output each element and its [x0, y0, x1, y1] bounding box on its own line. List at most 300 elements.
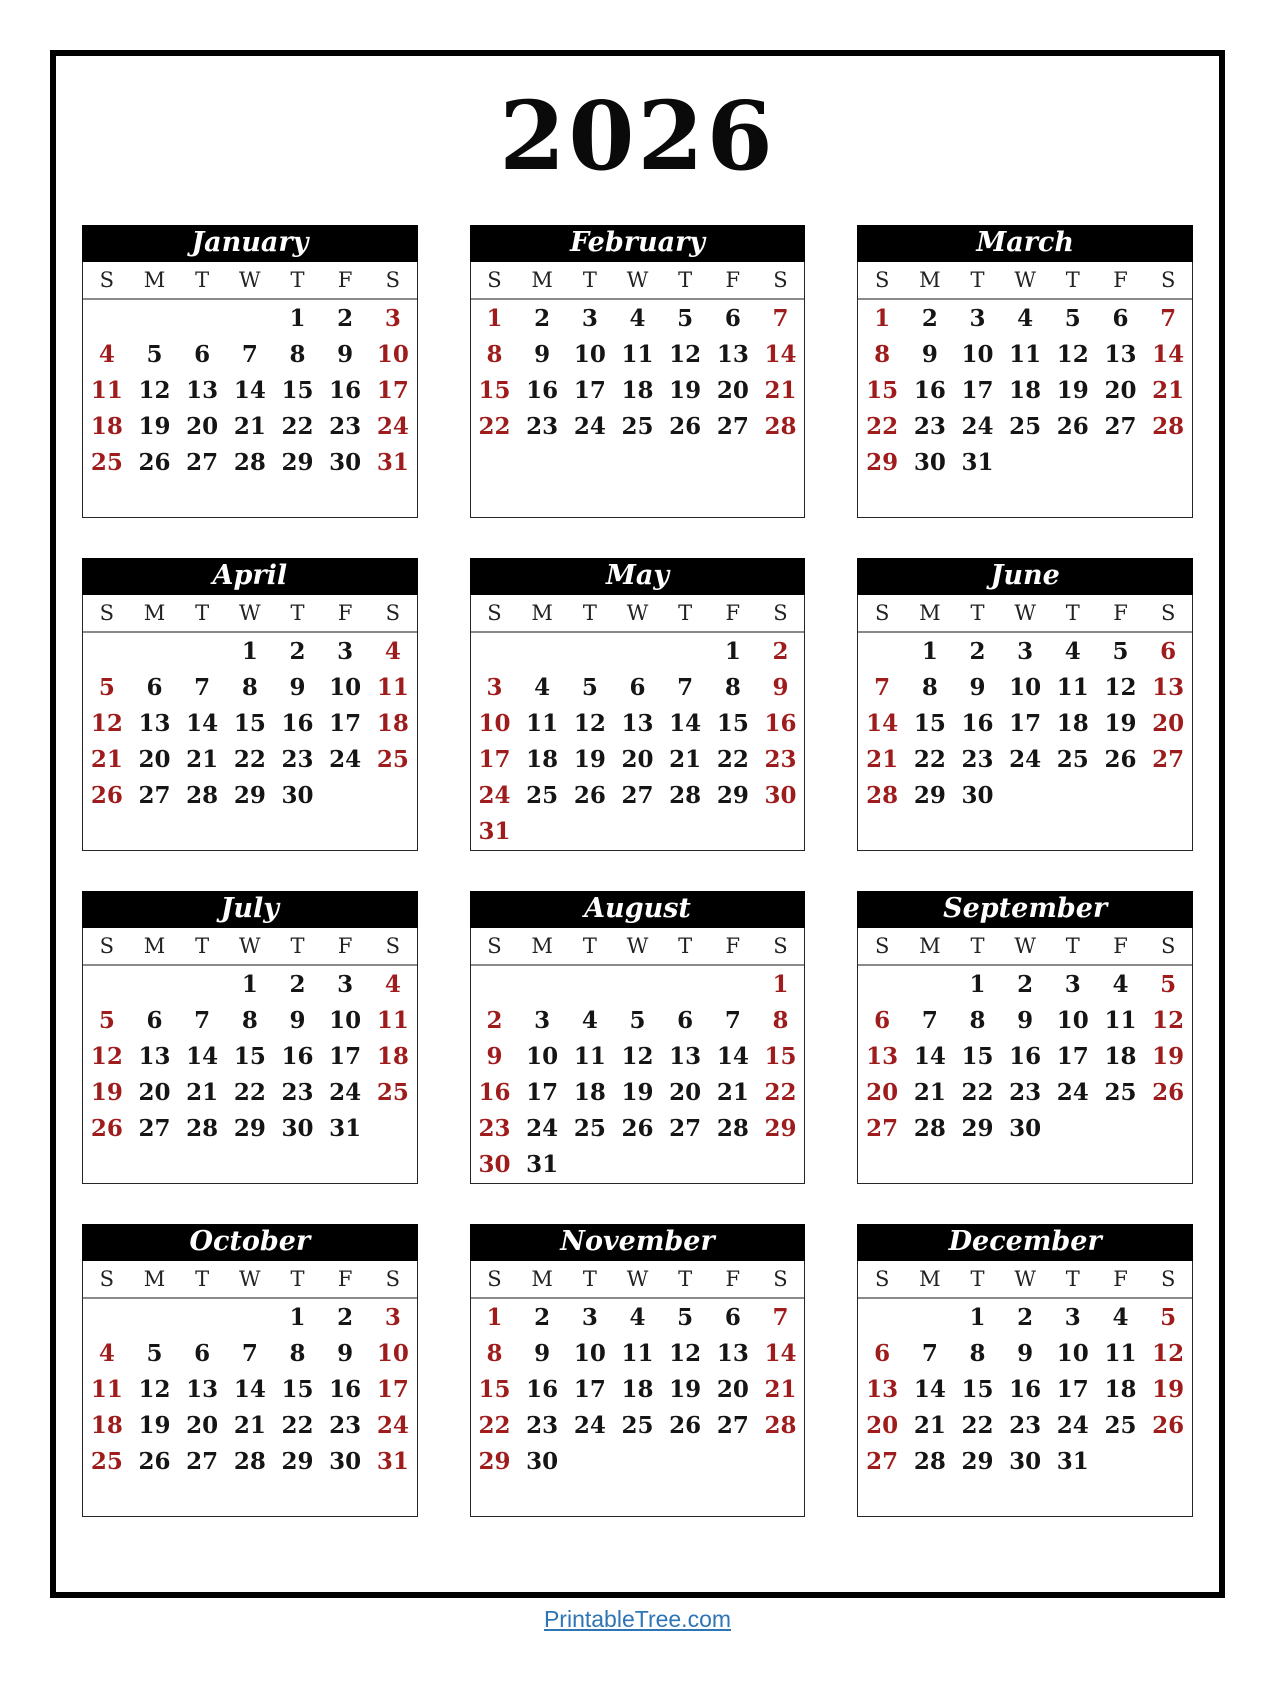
date-cell: 25 [1009, 413, 1042, 441]
month-body [470, 595, 806, 851]
date-cell: 7 [772, 305, 789, 333]
week-row [858, 301, 1192, 337]
month-header [470, 1224, 806, 1261]
date-cell: 21 [669, 746, 702, 774]
week-row [83, 1300, 417, 1336]
date-cell: 28 [764, 413, 797, 441]
weeks [471, 966, 805, 1183]
date-cell: 7 [874, 674, 891, 702]
date-cell: 19 [1152, 1376, 1185, 1404]
day-of-week-label: M [531, 600, 553, 625]
date-cell: 14 [186, 1043, 219, 1071]
date-cell: 17 [329, 1043, 362, 1071]
date-cell: 1 [486, 305, 503, 333]
month-body [82, 595, 418, 851]
date-cell: 7 [677, 674, 694, 702]
day-of-week-label: M [531, 933, 553, 958]
date-cell: 28 [233, 449, 266, 477]
month-name: June [990, 559, 1060, 591]
date-cell: 13 [866, 1043, 899, 1071]
date-cell: 21 [764, 377, 797, 405]
day-of-week-row [858, 595, 1192, 633]
day-of-week-label: M [143, 600, 166, 625]
date-cell: 1 [921, 638, 938, 666]
date-cell: 18 [621, 377, 654, 405]
day-of-week-label: M [919, 1266, 941, 1291]
date-cell: 6 [194, 1340, 211, 1368]
weeks [471, 1299, 805, 1516]
date-cell: 27 [866, 1448, 899, 1476]
date-cell: 14 [233, 377, 266, 405]
day-of-week-label: T [290, 267, 305, 292]
date-cell: 24 [526, 1115, 559, 1143]
date-cell: 27 [621, 782, 654, 810]
day-of-week-label: W [626, 267, 649, 292]
date-cell: 25 [573, 1115, 606, 1143]
day-of-week-label: S [1160, 1266, 1176, 1291]
weeks [858, 300, 1192, 517]
day-of-week-label: T [582, 933, 597, 958]
month-block [470, 558, 806, 851]
date-cell: 9 [486, 1043, 503, 1071]
week-row [858, 670, 1192, 706]
day-of-week-label: T [970, 933, 985, 958]
date-cell: 29 [281, 449, 314, 477]
date-cell: 14 [866, 710, 899, 738]
week-row [471, 1039, 805, 1075]
day-of-week-row [83, 1261, 417, 1299]
date-cell: 26 [1152, 1412, 1185, 1440]
week-row [471, 670, 805, 706]
day-of-week-label: S [487, 600, 502, 625]
date-cell: 15 [961, 1376, 994, 1404]
week-row [858, 1111, 1192, 1147]
date-cell: 5 [98, 674, 115, 702]
date-cell: 27 [866, 1115, 899, 1143]
date-cell: 26 [573, 782, 606, 810]
date-cell: 16 [478, 1079, 511, 1107]
date-cell: 8 [486, 341, 503, 369]
date-cell: 6 [194, 341, 211, 369]
date-cell: 18 [1104, 1376, 1137, 1404]
date-cell: 14 [913, 1043, 946, 1071]
month-block [82, 1224, 418, 1517]
day-of-week-label: F [725, 600, 741, 625]
date-cell: 18 [621, 1376, 654, 1404]
day-of-week-label: F [725, 1266, 741, 1291]
date-cell: 17 [526, 1079, 559, 1107]
day-of-week-label: S [773, 600, 788, 625]
date-cell: 31 [961, 449, 994, 477]
date-cell: 18 [90, 413, 123, 441]
week-row [471, 337, 805, 373]
day-of-week-label: S [874, 600, 890, 625]
month-header [82, 225, 418, 262]
date-cell: 8 [289, 341, 306, 369]
date-cell: 9 [534, 1340, 551, 1368]
date-cell: 13 [138, 710, 171, 738]
day-of-week-label: S [487, 933, 502, 958]
date-cell: 23 [478, 1115, 511, 1143]
day-of-week-label: S [487, 267, 502, 292]
date-cell: 31 [376, 1448, 409, 1476]
date-cell: 2 [969, 638, 986, 666]
date-cell: 21 [233, 413, 266, 441]
calendar-sheet [50, 50, 1225, 1598]
date-cell: 2 [534, 305, 551, 333]
date-cell: 1 [772, 971, 789, 999]
date-cell: 15 [233, 710, 266, 738]
date-cell: 9 [337, 341, 354, 369]
date-cell: 4 [1112, 971, 1129, 999]
date-cell: 7 [772, 1304, 789, 1332]
day-of-week-row [83, 595, 417, 633]
date-cell: 31 [478, 818, 511, 846]
date-cell: 28 [716, 1115, 749, 1143]
day-of-week-row [858, 1261, 1192, 1299]
month-name: May [605, 559, 670, 591]
date-cell: 25 [376, 746, 409, 774]
date-cell: 7 [921, 1340, 938, 1368]
week-row [83, 1372, 417, 1408]
date-cell: 2 [337, 1304, 354, 1332]
date-cell: 21 [233, 1412, 266, 1440]
date-cell: 1 [724, 638, 741, 666]
date-cell: 15 [478, 377, 511, 405]
date-cell: 29 [866, 449, 899, 477]
date-cell: 23 [1009, 1079, 1042, 1107]
week-row [858, 1003, 1192, 1039]
date-cell: 14 [716, 1043, 749, 1071]
day-of-week-label: T [678, 1266, 693, 1291]
date-cell: 28 [764, 1412, 797, 1440]
date-cell: 7 [921, 1007, 938, 1035]
date-cell: 14 [186, 710, 219, 738]
date-cell: 18 [376, 1043, 409, 1071]
weeks [83, 1299, 417, 1516]
date-cell: 12 [1104, 674, 1137, 702]
date-cell: 25 [621, 413, 654, 441]
date-cell: 29 [478, 1448, 511, 1476]
date-cell: 26 [90, 1115, 123, 1143]
month-header [82, 1224, 418, 1261]
week-row [858, 1444, 1192, 1480]
date-cell: 20 [186, 413, 219, 441]
date-cell: 25 [1056, 746, 1089, 774]
month-body [857, 262, 1193, 518]
date-cell: 8 [241, 1007, 258, 1035]
date-cell: 20 [1104, 377, 1137, 405]
week-row [83, 409, 417, 445]
date-cell: 20 [716, 377, 749, 405]
date-cell: 24 [1009, 746, 1042, 774]
date-cell: 29 [716, 782, 749, 810]
date-cell: 17 [478, 746, 511, 774]
date-cell: 12 [669, 341, 702, 369]
date-cell: 20 [866, 1079, 899, 1107]
date-cell: 3 [1064, 1304, 1081, 1332]
week-row [858, 778, 1192, 814]
day-of-week-label: M [919, 267, 941, 292]
date-cell: 22 [961, 1079, 994, 1107]
week-row [471, 1111, 805, 1147]
date-cell: 9 [969, 674, 986, 702]
month-body [82, 928, 418, 1184]
week-row [858, 706, 1192, 742]
day-of-week-label: T [290, 933, 305, 958]
date-cell: 5 [146, 1340, 163, 1368]
day-of-week-label: T [290, 1266, 305, 1291]
date-cell: 31 [526, 1151, 559, 1179]
month-name: September [943, 892, 1108, 924]
date-cell: 13 [1104, 341, 1137, 369]
date-cell: 19 [1104, 710, 1137, 738]
date-cell: 6 [724, 305, 741, 333]
weeks [83, 633, 417, 850]
date-cell: 29 [281, 1448, 314, 1476]
day-of-week-row [83, 262, 417, 300]
date-cell: 5 [629, 1007, 646, 1035]
date-cell: 19 [138, 413, 171, 441]
day-of-week-label: M [143, 267, 166, 292]
date-cell: 4 [629, 305, 646, 333]
date-cell: 3 [969, 305, 986, 333]
week-row [858, 337, 1192, 373]
day-of-week-label: T [1065, 267, 1080, 292]
day-of-week-label: S [385, 1266, 401, 1291]
day-of-week-row [858, 928, 1192, 966]
date-cell: 4 [1112, 1304, 1129, 1332]
date-cell: 26 [621, 1115, 654, 1143]
date-cell: 16 [329, 1376, 362, 1404]
date-cell: 11 [1009, 341, 1042, 369]
day-of-week-label: M [919, 600, 941, 625]
date-cell: 23 [1009, 1412, 1042, 1440]
date-cell: 30 [329, 1448, 362, 1476]
date-cell: 13 [716, 341, 749, 369]
date-cell: 18 [1056, 710, 1089, 738]
date-cell: 14 [913, 1376, 946, 1404]
date-cell: 23 [329, 1412, 362, 1440]
date-cell: 20 [621, 746, 654, 774]
day-of-week-label: F [1113, 600, 1128, 625]
date-cell: 21 [764, 1376, 797, 1404]
week-row [858, 742, 1192, 778]
day-of-week-label: F [337, 600, 353, 625]
week-row [83, 670, 417, 706]
month-block [82, 891, 418, 1184]
date-cell: 16 [329, 377, 362, 405]
date-cell: 23 [961, 746, 994, 774]
date-cell: 5 [1160, 1304, 1177, 1332]
date-cell: 5 [1112, 638, 1129, 666]
day-of-week-label: S [99, 1266, 115, 1291]
day-of-week-label: S [385, 267, 401, 292]
month-block [857, 558, 1193, 851]
month-name: April [212, 559, 288, 591]
day-of-week-label: S [773, 1266, 788, 1291]
date-cell: 19 [669, 1376, 702, 1404]
weeks [858, 1299, 1192, 1516]
date-cell: 14 [233, 1376, 266, 1404]
week-row [858, 373, 1192, 409]
date-cell: 18 [526, 746, 559, 774]
week-row [471, 1444, 805, 1480]
week-row [83, 967, 417, 1003]
week-row [471, 1336, 805, 1372]
month-block [82, 225, 418, 518]
date-cell: 24 [573, 1412, 606, 1440]
date-cell: 23 [913, 413, 946, 441]
day-of-week-row [471, 1261, 805, 1299]
date-cell: 28 [669, 782, 702, 810]
date-cell: 24 [961, 413, 994, 441]
day-of-week-row [471, 595, 805, 633]
date-cell: 14 [764, 341, 797, 369]
weeks [471, 633, 805, 850]
day-of-week-label: S [99, 600, 115, 625]
day-of-week-label: T [582, 1266, 597, 1291]
date-cell: 1 [969, 1304, 986, 1332]
date-cell: 6 [1160, 638, 1177, 666]
day-of-week-label: S [773, 267, 788, 292]
date-cell: 8 [724, 674, 741, 702]
week-row [471, 1003, 805, 1039]
date-cell: 10 [329, 1007, 362, 1035]
date-cell: 2 [289, 638, 306, 666]
weeks [471, 300, 805, 517]
date-cell: 17 [1009, 710, 1042, 738]
footer [0, 1606, 1275, 1633]
date-cell: 16 [526, 1376, 559, 1404]
day-of-week-label: S [385, 600, 401, 625]
date-cell: 12 [1152, 1007, 1185, 1035]
date-cell: 15 [866, 377, 899, 405]
date-cell: 24 [329, 746, 362, 774]
day-of-week-label: W [239, 933, 261, 958]
week-row [83, 301, 417, 337]
date-cell: 5 [1160, 971, 1177, 999]
date-cell: 18 [90, 1412, 123, 1440]
date-cell: 17 [573, 377, 606, 405]
day-of-week-label: T [678, 267, 693, 292]
date-cell: 29 [233, 1115, 266, 1143]
date-cell: 15 [764, 1043, 797, 1071]
day-of-week-label: T [290, 600, 305, 625]
date-cell: 12 [1056, 341, 1089, 369]
date-cell: 24 [376, 1412, 409, 1440]
week-row [83, 1444, 417, 1480]
date-cell: 16 [913, 377, 946, 405]
day-of-week-label: F [725, 267, 741, 292]
date-cell: 19 [1056, 377, 1089, 405]
date-cell: 1 [289, 305, 306, 333]
date-cell: 4 [629, 1304, 646, 1332]
month-body [82, 262, 418, 518]
date-cell: 12 [1152, 1340, 1185, 1368]
day-of-week-label: F [337, 1266, 353, 1291]
date-cell: 2 [534, 1304, 551, 1332]
date-cell: 9 [1017, 1007, 1034, 1035]
date-cell: 25 [1104, 1079, 1137, 1107]
week-row [858, 1039, 1192, 1075]
date-cell: 4 [1017, 305, 1034, 333]
footer-link[interactable]: PrintableTree.com [543, 1606, 732, 1632]
day-of-week-label: T [195, 267, 210, 292]
week-row [83, 1075, 417, 1111]
day-of-week-label: W [626, 1266, 649, 1291]
date-cell: 26 [138, 449, 171, 477]
date-cell: 4 [1064, 638, 1081, 666]
day-of-week-label: S [385, 933, 401, 958]
day-of-week-label: S [1160, 267, 1176, 292]
month-body [470, 928, 806, 1184]
date-cell: 6 [146, 674, 163, 702]
month-body [857, 928, 1193, 1184]
date-cell: 9 [772, 674, 789, 702]
date-cell: 25 [376, 1079, 409, 1107]
day-of-week-label: T [195, 1266, 210, 1291]
date-cell: 10 [526, 1043, 559, 1071]
date-cell: 27 [138, 1115, 171, 1143]
date-cell: 7 [194, 674, 211, 702]
month-header [470, 891, 806, 928]
date-cell: 2 [289, 971, 306, 999]
week-row [83, 337, 417, 373]
date-cell: 12 [621, 1043, 654, 1071]
date-cell: 31 [1056, 1448, 1089, 1476]
date-cell: 11 [90, 1376, 123, 1404]
week-row [83, 1111, 417, 1147]
date-cell: 23 [329, 413, 362, 441]
date-cell: 10 [1009, 674, 1042, 702]
date-cell: 10 [1056, 1340, 1089, 1368]
date-cell: 3 [486, 674, 503, 702]
date-cell: 6 [1112, 305, 1129, 333]
date-cell: 15 [913, 710, 946, 738]
date-cell: 22 [866, 413, 899, 441]
date-cell: 14 [764, 1340, 797, 1368]
day-of-week-label: T [678, 933, 693, 958]
month-name: November [560, 1225, 715, 1257]
date-cell: 8 [969, 1340, 986, 1368]
date-cell: 21 [716, 1079, 749, 1107]
date-cell: 15 [281, 1376, 314, 1404]
date-cell: 16 [526, 377, 559, 405]
week-row [83, 1039, 417, 1075]
month-body [470, 262, 806, 518]
day-of-week-label: S [99, 267, 115, 292]
date-cell: 3 [581, 1304, 598, 1332]
day-of-week-label: W [239, 267, 261, 292]
date-cell: 21 [866, 746, 899, 774]
month-block [857, 225, 1193, 518]
date-cell: 29 [961, 1448, 994, 1476]
date-cell: 6 [874, 1007, 891, 1035]
day-of-week-label: W [239, 600, 261, 625]
date-cell: 8 [969, 1007, 986, 1035]
date-cell: 7 [1160, 305, 1177, 333]
week-row [858, 1372, 1192, 1408]
date-cell: 5 [581, 674, 598, 702]
day-of-week-label: F [337, 933, 353, 958]
week-row [471, 373, 805, 409]
date-cell: 13 [716, 1340, 749, 1368]
week-row [858, 967, 1192, 1003]
date-cell: 4 [384, 971, 401, 999]
date-cell: 5 [677, 305, 694, 333]
date-cell: 3 [337, 971, 354, 999]
